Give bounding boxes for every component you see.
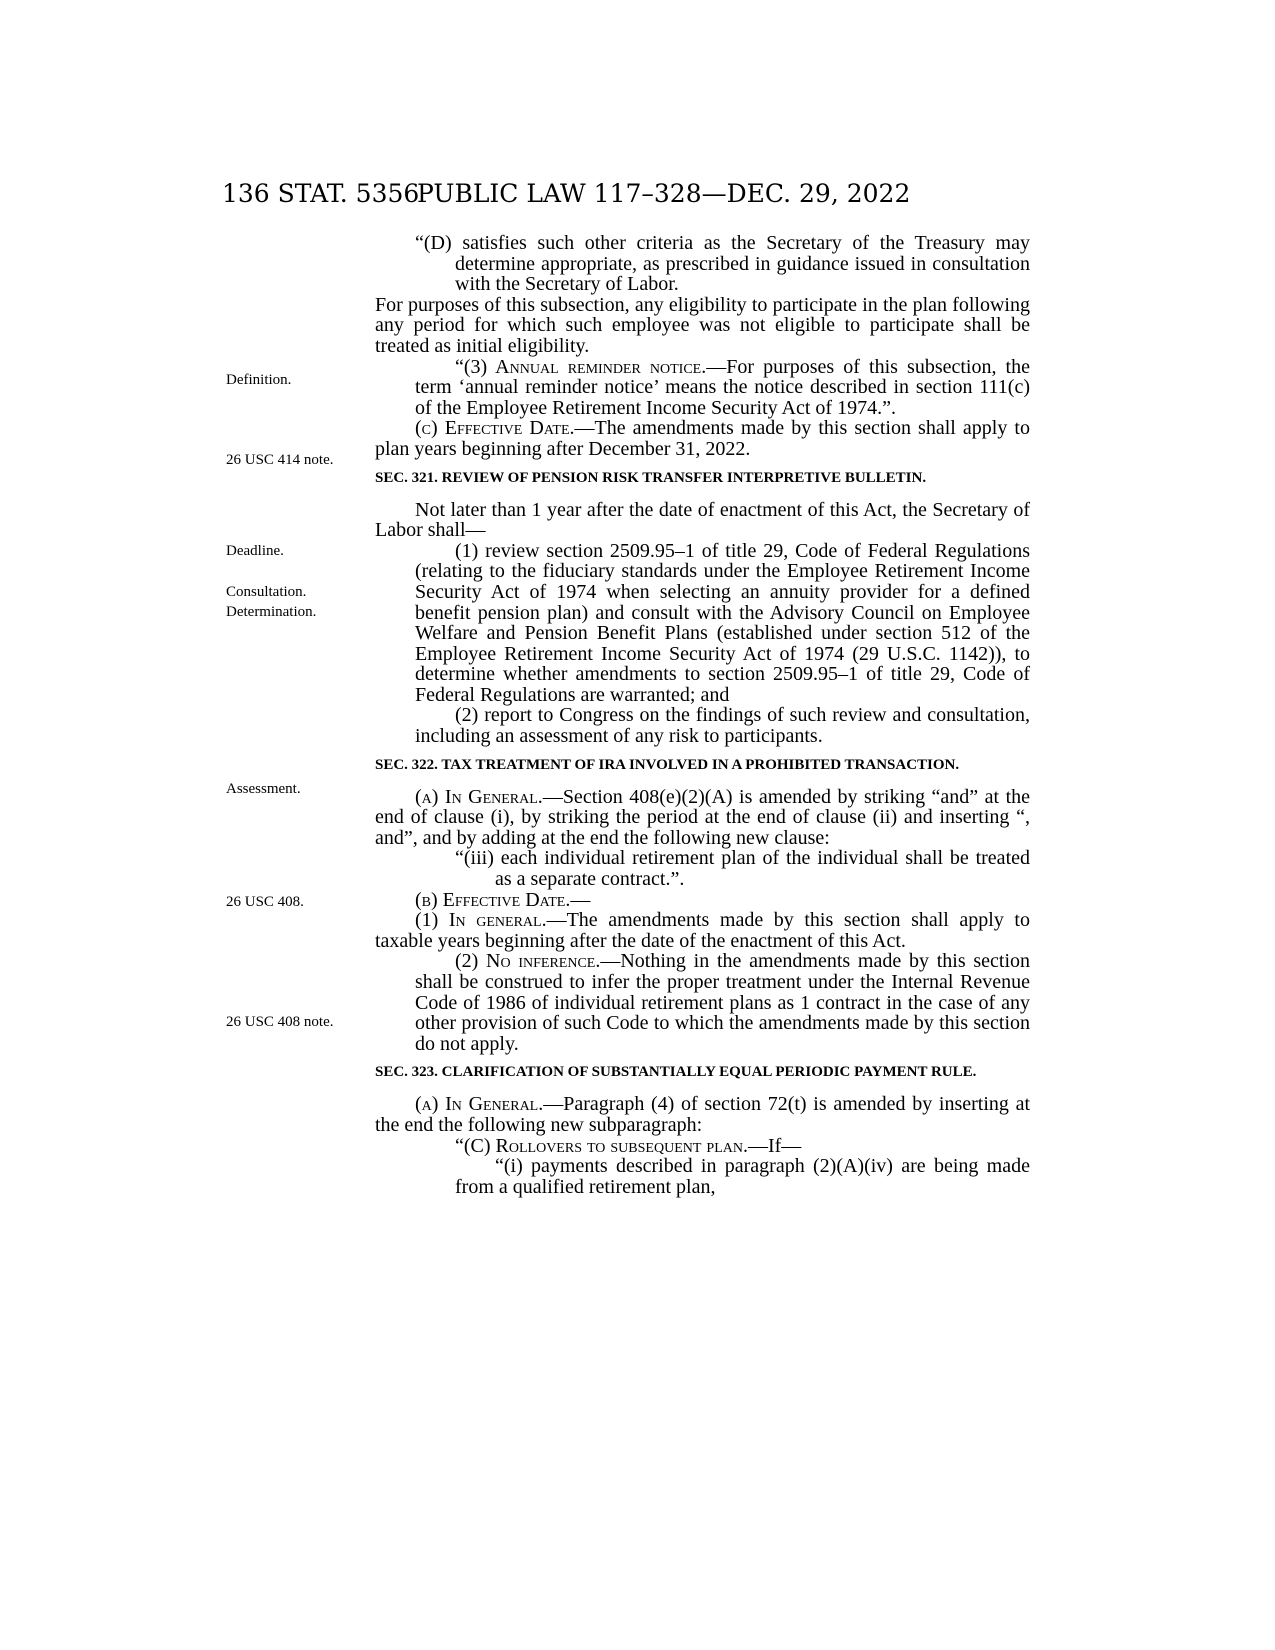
section-321-item-2: (2) report to Congress on the findings of such review and consultation, including an assessment of any risk to participants.: [415, 704, 1030, 748]
section-321-item-1: (1) review section 2509.95–1 of title 29, Code of Federal Regulations (relating to the fiduciary standards under the Employee Retirement Income Security Act of 1974 when selecting an annuity provider for a defined benefit pension plan) and consult with the Advisory Council on Employee Welfare and Pension Benefit Plans (established under section 512 of the Employee Retirement Income Security Act of 1974 (29 U.S.C. 1142)), to determine whether amendments to section 2509.95–1 of title 29, Code of Federal Regulations are warranted; and: [415, 539, 1030, 706]
section-322-b-1-heading: (1) In general.: [415, 909, 547, 932]
section-322-b: [375, 890, 1030, 911]
margin-note-usc-408: 26 USC 408.: [226, 894, 304, 910]
section-323-a: [375, 1094, 1030, 1135]
margin-note-assessment: Assessment.: [226, 781, 301, 797]
margin-note-usc-414-note: 26 USC 414 note.: [226, 452, 334, 468]
clause-i: “(i) payments described in paragraph (2)(A)(iv) are being made from a qualified retirement plan,: [455, 1155, 1030, 1198]
clause-iii: “(iii) each individual retirement plan of the individual shall be treated as a separate contract.”.: [455, 847, 1030, 891]
margin-note-deadline: Deadline.: [226, 543, 284, 559]
section-322-b-2-text: —Nothing in the amendments made by this section shall be construed to infer the proper treatment under the Internal Revenue Code of 1986 of individual retirement plans as 1 contract in the case of any other provision of such Code to which the amendments made by this section do not apply.: [415, 950, 1031, 1055]
margin-note-consultation-determination: [226, 582, 316, 622]
page-stat-number: 136 STAT. 5356: [222, 179, 420, 208]
section-321-intro: Not later than 1 year after the date of enactment of this Act, the Secretary of Labor shall—: [375, 498, 1030, 542]
eligibility-paragraph: For purposes of this subsection, any eligibility to participate in the plan following any period for which such employee was not eligible to participate shall be treated as initial eligibility.: [375, 293, 1030, 357]
section-322-a-heading: (a) In General.: [415, 785, 543, 808]
section-321-heading: SEC. 321. REVIEW OF PENSION RISK TRANSFER INTERPRETIVE BULLETIN.: [375, 469, 927, 486]
effective-date-c-text: —The amendments made by this section shall apply to plan years beginning after December 31, 2022.: [375, 417, 1030, 460]
subparagraph-c-text: —If—: [747, 1134, 802, 1157]
clause-d: “(D) satisfies such other criteria as the Secretary of the Treasury may determine appropriate, as prescribed in guidance issued in consultation with the Secretary of Labor.: [415, 232, 1030, 296]
annual-reminder-notice-text: —For purposes of this subsection, the term ‘annual reminder notice’ means the notice described in section 111(c) of the Employee Retirement Income Security Act of 1974.”.: [415, 355, 1030, 419]
section-323-heading: SEC. 323. CLARIFICATION OF SUBSTANTIALLY EQUAL PERIODIC PAYMENT RULE.: [375, 1064, 977, 1081]
section-322-b-2: [415, 951, 1030, 1054]
section-323-a-heading: (a) In General.: [415, 1093, 544, 1116]
page-running-title: PUBLIC LAW 117–328—DEC. 29, 2022: [417, 179, 911, 208]
section-322-a-text: —Section 408(e)(2)(A) is amended by striking “and” at the end of clause (i), by striking the period at the end of clause (ii) and inserting “, and”, and by adding at the end the following new clause:: [375, 785, 1030, 849]
section-322-heading: SEC. 322. TAX TREATMENT OF IRA INVOLVED IN A PROHIBITED TRANSACTION.: [375, 756, 960, 773]
section-322-b-dash: —: [570, 888, 591, 911]
annual-reminder-notice-heading: “(3) Annual reminder notice.: [455, 355, 707, 378]
section-322-a: [375, 787, 1030, 849]
subparagraph-c: [455, 1136, 1030, 1157]
margin-note-usc-408-note: 26 USC 408 note.: [226, 1014, 334, 1030]
statute-body: [375, 233, 1030, 1197]
section-323-a-text: —Paragraph (4) of section 72(t) is amended by inserting at the end the following new subparagraph:: [375, 1093, 1030, 1136]
effective-date-c: [375, 418, 1030, 459]
margin-note-determination: Determination.: [226, 604, 317, 620]
annual-reminder-notice: [415, 357, 1030, 419]
section-322-b-1-text: —The amendments made by this section shall apply to taxable years beginning after the date of the enactment of this Act.: [375, 909, 1030, 952]
subparagraph-c-heading: “(C) Rollovers to subsequent plan.: [455, 1134, 748, 1157]
section-322-b-heading: (b) Effective Date.: [415, 888, 571, 911]
section-322-b-2-heading: (2) No inference.: [455, 950, 601, 973]
margin-note-consultation: Consultation.: [226, 584, 307, 600]
section-322-b-1: [375, 910, 1030, 951]
margin-note-definition: Definition.: [226, 372, 292, 388]
effective-date-c-heading: (c) Effective Date.: [415, 417, 575, 440]
